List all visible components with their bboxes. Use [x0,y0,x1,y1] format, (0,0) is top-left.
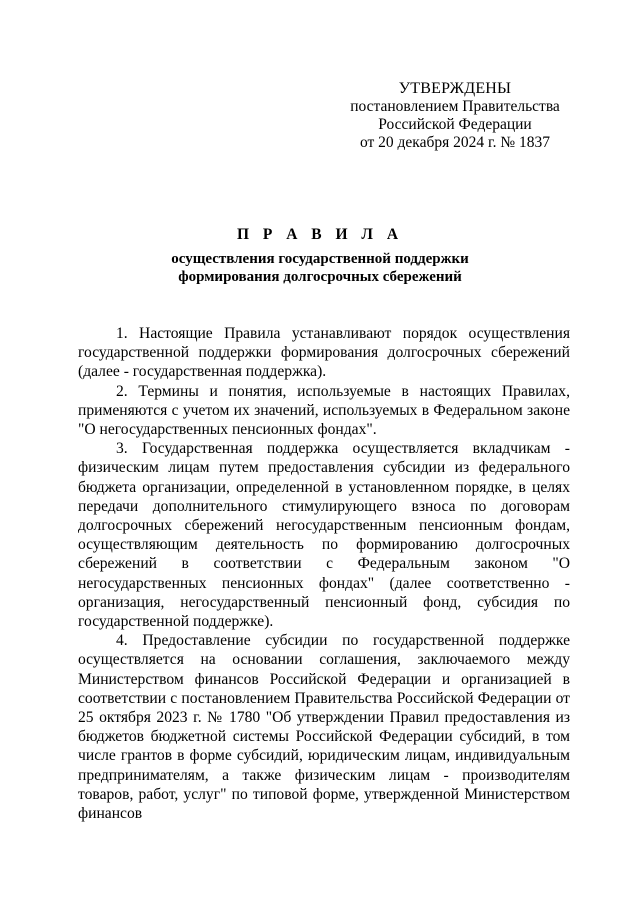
document-title: П Р А В И Л А [236,226,404,243]
paragraph-3: 3. Государственная поддержка осуществляется вкладчикам - физическим лицам путем предоставления субсидии из федерального бюджета организации, определенной в установленном порядке, в целях передачи дополнительного стимулирующего взноса по договорам долгосрочных сбережений негосударственным пенсионным фондам, осуществляющим деятельность по формированию долгосрочных сбережений в соответствии с Федеральным законом "О негосударственных пенсионных фондах" (далее соответственно - организация, негосударственный пенсионный фонд, субсидия по государственной поддержке). [78,440,570,631]
subtitle-line-1: осуществления государственной поддержки [171,251,469,267]
approval-line-1: постановлением Правительства [350,98,560,115]
approval-line-2: Российской Федерации [378,116,532,133]
document-body [78,324,570,823]
document-subtitle [0,250,640,286]
subtitle-line-2: формирования долгосрочных сбережений [178,269,462,285]
paragraph-4: 4. Предоставление субсидии по государственной поддержке осуществляется на основании соглашения, заключаемого между Министерством финансов Российской Федерации и организацией в соответствии с постановлением Правительства Российской Федерации от 25 октября 2023 г. № 1780 "Об утверждении Правил предоставления из бюджетов бюджетной системы Российской Федерации субсидий, в том числе грантов в форме субсидий, юридическим лицам, индивидуальным предпринимателям, а также физическим лицам - производителям товаров, работ, услуг" по типовой форме, утвержденной Министерством финансов [78,632,570,823]
approval-stamp [330,80,580,152]
paragraph-1: 1. Настоящие Правила устанавливают порядок осуществления государственной поддержки формирования долгосрочных сбережений (далее - государственная поддержка). [78,325,570,381]
approval-line-3: от 20 декабря 2024 г. № 1837 [359,134,551,151]
paragraph-2: 2. Термины и понятия, используемые в настоящих Правилах, применяются с учетом их значений, используемых в Федеральном законе "О негосударственных пенсионных фондах". [78,382,570,439]
approval-heading: УТВЕРЖДЕНЫ [398,80,512,97]
